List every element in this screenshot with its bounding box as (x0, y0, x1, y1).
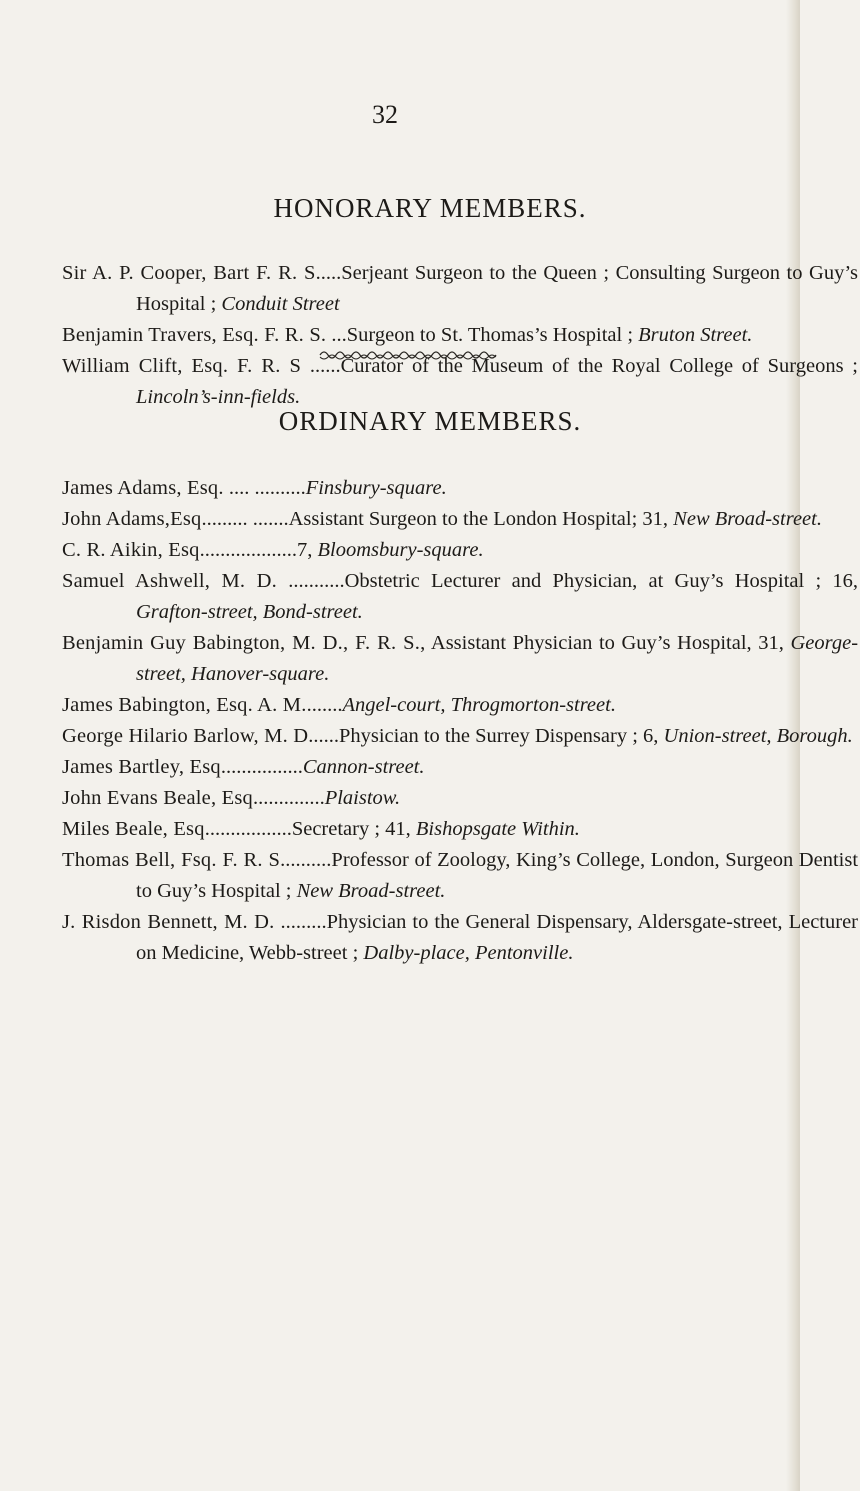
member-name: Sir A. P. Cooper, Bart F. R. S (62, 262, 316, 284)
member-description: Serjeant Surgeon to the Queen ; Consulting Surgeon to Guy’s Hospital ; (136, 262, 858, 315)
member-address: Bishopsgate Within. (415, 818, 580, 840)
dot-leader: ........... (276, 570, 345, 592)
member-address: Bruton Street. (638, 324, 753, 346)
member-entry (62, 320, 858, 351)
dot-leader: ..... (315, 262, 342, 284)
dot-leader: ......... (274, 911, 327, 933)
member-entry (62, 721, 858, 752)
member-address: Angel-court, Throgmorton-street. (342, 694, 616, 716)
member-description: Professor of Zoology, King’s College, London, Surgeon Dentist to Guy’s Hospital ; (136, 849, 859, 902)
member-address: Union-street, Borough. (663, 725, 853, 747)
ordinary-members-heading: ORDINARY MEMBERS. (278, 406, 582, 436)
member-address: Bloomsbury-square. (317, 539, 484, 561)
honorary-members-list (0, 258, 858, 413)
dot-leader: .......... (280, 849, 332, 871)
member-description: Secretary ; 41, (291, 818, 411, 840)
member-address: Cannon-street. (302, 756, 425, 778)
member-name: James Babington, Esq. A. M. (62, 694, 307, 716)
member-entry (62, 504, 858, 535)
dot-leader: ......... ....... (201, 508, 289, 530)
member-address: Finsbury-square. (305, 477, 447, 499)
member-address: Lincoln’s-inn-fields. (136, 386, 301, 408)
member-entry (62, 907, 858, 969)
member-name: James Bartley, Esq (62, 756, 221, 778)
member-entry (62, 535, 858, 566)
member-entry (62, 566, 858, 628)
member-entry (62, 258, 858, 320)
member-name: Thomas Bell, Fsq. F. R. S (62, 849, 281, 871)
ordinary-members-list (0, 473, 859, 969)
dot-leader: ................... (199, 539, 297, 561)
member-entry (62, 814, 858, 845)
member-name: William Clift, Esq. F. R. S (62, 355, 302, 377)
dot-leader: .............. (252, 787, 325, 809)
member-entry (62, 752, 858, 783)
member-address: Plaistow. (324, 787, 401, 809)
member-address: George-street, Hanover-square. (136, 632, 859, 685)
member-description: Surgeon to St. Thomas’s Hospital ; (346, 324, 634, 346)
dot-leader: .... .......... (223, 477, 306, 499)
member-address: Conduit Street (221, 293, 340, 315)
member-address: New Broad-street. (296, 880, 446, 902)
member-name: John Evans Beale, Esq (62, 787, 253, 809)
member-description: 7, (297, 539, 313, 561)
dot-leader: ................ (220, 756, 303, 778)
dot-leader: ....... (306, 694, 343, 716)
member-entry (62, 473, 858, 504)
wavy-rule-ornament (318, 348, 498, 362)
member-address: New Broad-street. (673, 508, 822, 530)
member-address: Grafton-street, Bond-street. (136, 601, 363, 623)
member-description: Obstetric Lecturer and Physician, at Guy’s Hospital ; 16, (344, 570, 858, 592)
member-name: J. Risdon Bennett, M. D. (62, 911, 275, 933)
honorary-members-heading: HONORARY MEMBERS. (273, 193, 587, 223)
dot-leader: ................. (204, 818, 292, 840)
member-entry (62, 783, 858, 814)
member-description: Physician to the Surrey Dispensary ; 6, (338, 725, 659, 747)
dot-leader: ...... (301, 355, 341, 377)
member-name: Benjamin Guy Babington, M. D., F. R. S., (62, 632, 426, 654)
member-name: George Hilario Barlow, M. D (62, 725, 309, 747)
dot-leader: ... (326, 324, 347, 346)
member-name: James Adams, Esq. (62, 477, 224, 499)
member-entry (62, 628, 858, 690)
page-number: 32 (372, 100, 398, 129)
member-address: Dalby-place, Pentonville. (363, 942, 574, 964)
member-description: Curator of the Museum of the Royal College of Surgeons ; (340, 355, 858, 377)
member-description: Assistant Physician to Guy’s Hospital, 31, (430, 632, 784, 654)
member-description: Physician to the General Dispensary, Aldersgate-street, Lecturer on Medicine, Webb-street ; (136, 911, 859, 964)
member-entry (62, 845, 858, 907)
member-name: Benjamin Travers, Esq. F. R. S. (62, 324, 327, 346)
dot-leader: ...... (308, 725, 339, 747)
member-description: Assistant Surgeon to the London Hospital; 31, (288, 508, 669, 530)
member-name: Miles Beale, Esq (62, 818, 205, 840)
member-name: John Adams,Esq (62, 508, 202, 530)
member-entry (62, 690, 858, 721)
member-name: C. R. Aikin, Esq (62, 539, 200, 561)
member-name: Samuel Ashwell, M. D. (62, 570, 277, 592)
